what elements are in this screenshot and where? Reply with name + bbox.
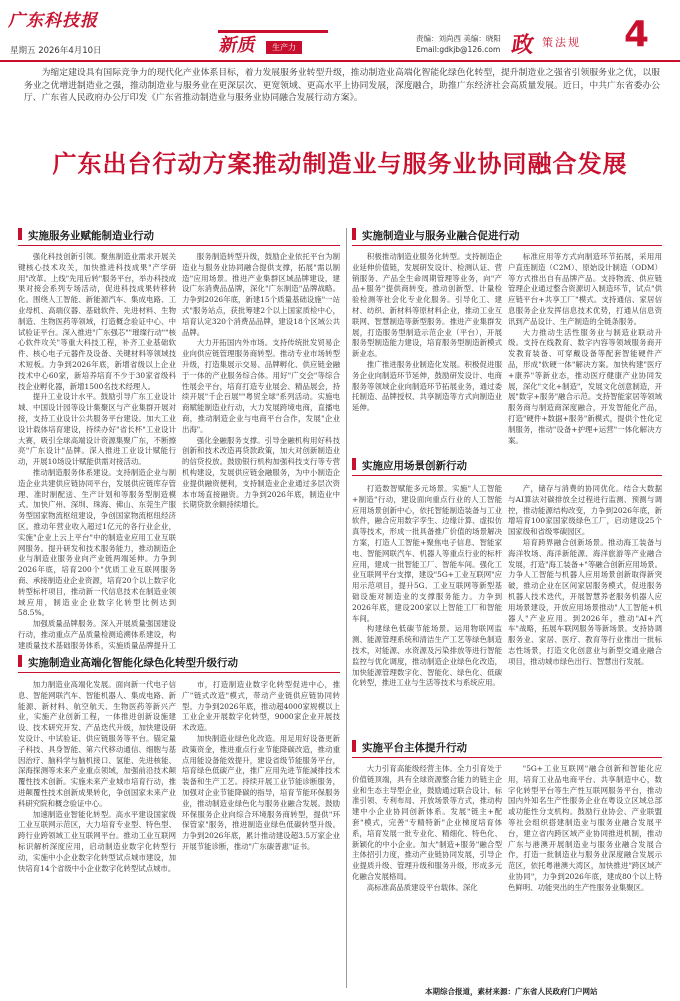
section-left-title: 新质: [217, 35, 258, 56]
paragraph: 构建绿色低碳节能场景。运用物联网监测、能源管理系统和清洁生产工艺等绿色制造技术，对能源、水资源及污染排放等进行智能监控与优化调度，推动制造企业绿色化改造，加快能源管理数字化、智能化、绿色化、低碳化转型，推进工业与生活等技术与系统应用。: [352, 624, 502, 688]
masthead: [0, 0, 680, 62]
section-heading-text: 实施制造业高端化智能化绿色化转型升级行动: [28, 657, 238, 669]
paragraph: 推动制造服务体系建设。支持制造企业与制造企业共建供应链协同平台，发展供应链库存管理、准时制配送、生产计划和等服务型制造模式。加快广州、深圳、珠海、佛山、东莞生产服务型国家物流枢纽建设，争创国家物流枢纽经济区。推动年营业收入超过1亿元的各行业企业，实施"企业上云上平台"中的制造业应用工业互联网服务。提升研发和技术服务能力，推动制造企业与制造业服务业向产业链两端延伸。力争到2026年底，培育200个"优质工业互联网服务商、承接制造业企业资源，培育20个以上数字化转型标杆项目，推动新一代信息技术在制造业领域应用，制造业企业数字化转型比例达到58.5%。: [18, 467, 176, 618]
section-4-column-2: [182, 680, 340, 978]
heading-bar-icon: [18, 228, 22, 240]
section-heading-4: [18, 655, 340, 673]
section-3-column-2: [508, 484, 662, 724]
section-4-column-1: [18, 680, 176, 978]
section-heading-text: 实施服务业赋能制造业行动: [28, 230, 154, 242]
paragraph: 培育跨界融合创新场景。推动海工装备与海洋牧场、海洋新能源、海洋旅游等产业融合发展，打造"海工装备+"等融合创新应用场景。力争人工智能与机器人应用场景创新取得新突破，推动企业在区间家居服务模式，促进服务机器人技术迭代，开展智慧养老服务机器人应用场景建设，开放应用场景推动"人工智能+机器人"产业应用。到2026年，推动"AI+汽车"战略，拓展车联网服务等新场景。支持协调服务业、家居、医疗、教育等行业推出一批标志性场景，打造文化创意业与新型交通业融合项目，推动城市绿色出行、智慧出行发展。: [508, 537, 662, 666]
paragraph: 高标准高品质建设平台载体。深化: [366, 882, 478, 892]
paragraph: 产，储存与消费的协同优化。结合大数据与AI算法对碳排放全过程进行监测、预测与调控，推动能源结构改变，力争到2026年底，新增培育100家国家级绿色工厂，启动建设25个国家级和省级零碳园区。: [508, 484, 662, 537]
column-divider: [346, 228, 347, 988]
paragraph: 大力推动生活性服务业与制造业联动升级。支持在线教育、数字内容等领域服务商开发教育装备、可穿戴设备等配套智能硬件产品，形成"软硬一体"解决方案。加快构建"医疗+康养"等新业态，推动医疗健康产业协同发展，深化"文化+制造"，发展文化创意制造，开展"数字+服务"融合示范。支持智能家居等领域服务商与制造商深度融合，开发智能化产品，打造"硬件+数据+服务"新模式，提供个性化定制服务，推动"设备+护理+运营"一体化解决方案。: [508, 327, 662, 445]
heading-bar-icon: [352, 458, 356, 470]
heading-bar-icon: [352, 740, 356, 752]
paragraph: 标准应用等方式向制造环节拓展，采用用户直连制造（C2M）、原始设计制造（ODM）等方式推出自有品牌产品。支持物流、供应链管理企业通过整合资源切入制造环节，试点"供应链平台+共享工厂"模式。支持通信、家居信息服务企业发挥信息技术优势，打通从信息资讯到产品设计、生产制造的全链条服务。: [508, 252, 662, 326]
section-heading-text: 实施应用场景创新行动: [362, 460, 467, 472]
section-3-column-1: [352, 484, 502, 724]
paragraph: "5G+工业互联网"融合创新和智能化应用，培育工业品电商平台、共享制造中心，数字化转型平台等生产性互联网服务平台，推动国内外知名生产性服务企业在粤设立区域总部或功能性分支机构。鼓励行业协会、产业联盟等社会组织搭建制造业与服务业融合发展平台，建立省内跨区域产业协同推进机制，推动广东与港澳开展制造业与服务业融合发展合作，打造一批制造业与服务业深度融合发展示范区，依托粤港澳大湾区，加快推进"跨区域产业协同"，力争到2026年底，建成80个以上特色鲜明、功能突出的生产性服务业集聚区。: [508, 764, 662, 892]
paragraph: 强化金融服务支撑。引导金融机构用好科技创新和技术改造再贷款政策，加大对创新制造业的信贷投放。鼓励银行机构加强科技支行等专营机构建设，发展供应链金融服务，为中小制造企业提供融资便利，支持制造业企业通过多层次资本市场直接融资。力争到2026年底，制造业中长期贷款余额持续增长。: [182, 435, 340, 510]
paragraph: 大力引育高能级经营主体。全力引育处于价值链顶端，具有全球资源整合能力的链主企业和生态主导型企业，鼓励通过联合设计、标准引领、专利布局、开放场景等方式，推动构建中小企业协同创新体系。发展"链主+配套"模式，完善"专精特新"企业梯度培育体系，培育发展一批专业化、精细化、特色化、新颖化的中小企业。加大"制造+服务"融合型主体招引力度，推动产业链协同发展，引导企业提质升级、管理升级和服务升级，形成多元化融合发展格局。: [352, 764, 502, 881]
heading-bar-icon: [352, 228, 356, 240]
paragraph: 服务制造转型升级，鼓励企业依托平台为制造业与服务业协同融合提供支撑，拓展"需以制造"应用场景。推进产业集群区域品牌建设，建设广东消费品品牌，深化"广东制造"品牌战略。力争到2026年底，新建15个质量基础设施"一站式"服务站点，获批筹建2个以上国家质检中心，培育认定320个消费品品牌，建设18个区域公共品牌。: [182, 252, 340, 337]
paper-logo: 广东科技报: [8, 11, 98, 31]
paragraph: 加力制造业高端化发展。面向新一代电子信息、智能网联汽车、智能机器人、集成电路、新能源、新材料、航空航天、生物医药等新兴产业，实施产业创新工程，一体推进创新设施建设、技术研究开发、产品迭代升级，加快建设研发设计、中试验证、供应链服务等平台。锚定量子科技、具身智能、第六代移动通信、细胞与基因治疗、脑科学与脑机接口、氢能、先进核能、深海探测等未来产业重点领域，加强前沿技术颠覆性技术创新。实施未来产业城市培育行动，推进颠覆性技术创新成果转化，争创国家未来产业科研究院和概念验证中心。: [18, 680, 176, 808]
section-banner-left: [218, 30, 328, 56]
editor-names: 责编：刘尚西 美编：晓阳: [416, 34, 501, 43]
paragraph: 提升工业设计水平。鼓励引导广东工业设计城、中国设计园等设计集聚区与产业集群开展对接，支持工业设计公共服务平台建设。加大工业设计载体培育建设，持续办好"省长杯"工业设计大赛，吸引全球高端设计资源集聚广东，不断擦亮"广东设计"品牌。深入推进工业设计赋能行动，开展10场设计赋能供需对接活动。: [18, 392, 176, 467]
section-1-column-1: [18, 252, 176, 650]
paragraph: 强化科技创新引领。聚焦制造业需求开展关键核心技术攻关，加快推进科技成果"产学研用"改革。上线"先用后转"服务平台，举办科技成果对接会系列专场活动，促进科技成果转移转化。围绕人工智能、新能源汽车、集成电路、工业母机、高端仪器、基础软件、先进材料、生物制造、生物医药等领域，打造概念验证中心、中试验证平台。深入推进"广东强芯""璀璨行动""核心软件攻关"等重大科技工程，补齐工业基础软件、核心电子元器件及设备、关键材料等领域技术短板。力争到2026年底，新增省级以上企业技术中心60家，新培养培育不少于30家省级科技企业孵化器，新增1500名技术经理人。: [18, 252, 176, 391]
editor-email: Email:gdkjb@126.com: [416, 45, 501, 54]
section-5-column-1: [352, 764, 502, 980]
issue-date: 星期五 2026年4月10日: [10, 46, 102, 56]
paragraph: 打造数智赋能多元场景。实施"人工智能+制造"行动，建设面向重点行业的人工智能应用场景创新中心，依托智能制造装备与工业软件，融合应用数字孪生、边缘计算、虚拟仿真等技术，形成一批具备推广价值的场景解决方案，打造人工智能+聚焦电子信息、智能家电、智能网联汽车、机器人等重点行业的标杆应用，建成一批智能工厂、智能车间。强化工业互联网平台支撑，建设"5G+工业互联网"应用示范项目，提升5G、工业互联网等新型基础设施对制造业的支撑服务能力。力争到2026年底，建设200家以上智能工厂和智能车间。: [352, 484, 502, 623]
editor-credits: [416, 33, 501, 55]
section-heading-2: [352, 228, 662, 246]
paragraph: 加快制造业绿色化改造。用足用好设备更新政策资金，推进重点行业节能降碳改造，推动重点用能设备能效提升，建设省级节能服务平台，培育绿色低碳产业，推广应用先进节能减排技术装备和生产工艺。持续开展工业节能诊断服务，加强对企业节能降碳的指导，培育节能环保服务业，推动制造业绿色化与服务业融合发展。鼓励环保服务企业向综合环境服务商转型，提供"环保管家"服务，推进制造业绿色低碳转型升级。力争到2026年底，累计推动建设超3.5万家企业开展节能诊断，推动"广东碳普惠"证书。: [182, 733, 340, 851]
section-1-column-2: [182, 252, 340, 650]
footer-source: 本期综合报道，素材来源：广东省人民政府门户网站: [425, 987, 598, 996]
section-right-title: 政: [509, 33, 536, 58]
section-heading-3: [352, 458, 662, 476]
heading-bar-icon: [18, 655, 22, 667]
section-heading-text: 实施平台主体提升行动: [362, 742, 467, 754]
section-heading-1: [18, 228, 340, 246]
section-2-column-2: [508, 252, 662, 450]
paragraph: 大力开拓国内外市场。支持传统批发贸易企业向供应链管理服务商转型。推动专业市场转型升级，打造集展示交易、品牌孵化、供应链金融于一体的产业服务综合体。用好"广交会"等综合性展会平台，培育打造专业展会、精品展会，持续开展"千企百展""粤贸全球"系列活动。实施电商赋能制造业行动，大力发展跨境电商，直播电商，推动制造企业与电商平台合作，发展"企业出海"。: [182, 338, 340, 434]
section-left-tag: 生产力: [266, 41, 302, 54]
lead-paragraph: 为缩定建设具有国际竞争力的现代化产业体系目标，着力发展服务业转型升级，推动制造业高端化智能化绿色化转型，提升制造业之强省引领服务业之优，以服务业之优增进制造业之强，推动制造业与服务业在更深层次、更宽领域、更高水平上协同发展，深度融合，助推广东经济社会高质量发展。近日，中共广东省委办公厅、广东省人民政府办公厅印发《广东省推动制造业与服务业协同融合发展行动方案》。: [24, 68, 660, 103]
section-right-subtitle: 策法规: [542, 36, 581, 49]
page-number: 4: [624, 14, 650, 55]
page-headline: 广东出台行动方案推动制造业与服务业协同融合发展: [52, 150, 628, 178]
masthead-rule: [0, 60, 680, 62]
section-banner-right: [509, 28, 632, 58]
section-5-column-2: [508, 764, 662, 980]
section-heading-5: [352, 740, 662, 758]
paragraph: 推广推进服务业制造化发展。积极促进服务企业向制造环节延伸，鼓励研发设计、电商服务等领域企业向制造环节拓展业务，通过委托制造、品牌授权、共享制造等方式向制造业延伸。: [352, 359, 502, 413]
paragraph: 加强质量品牌服务。深入开展质量强国建设行动，推动重点产品质量检测追溯体系建设，构建质量技术基础服务体系，实施质量品牌提升工: [18, 619, 176, 650]
section-2-column-1: [352, 252, 502, 450]
paragraph: 积极推动制造业服务化转型。支持制造企业延伸价值链，发展研发设计、检测认证、营销服务、产品全生命周期管理等业务，向"产品+服务"提供商转变。推动创新型、计量检验检测等社会化专业化服务。引导化工、建材、纺织、新材料等原材料企业，推动工业互联网、智慧制造等新型服务。推进产业集群发展，打造服务型制造示范企业（平台），开展服务型制造能力建设，培育服务型制造新模式新业态。: [352, 252, 502, 359]
section-heading-text: 实施制造业与服务业融合促进行动: [362, 230, 520, 242]
paragraph: 加速制造业智能化转型。高水平建设国家级工业互联网示范区，大力培育专业型、特色型、跨行业跨领域工业互联网平台。推动工业互联网标识解析深度应用，启动制造业数字化转型行动，实施中小企业数字化转型试点城市建设，加快培育14个省级中小企业数字化转型试点城市。: [18, 809, 176, 873]
paragraph: 市，打造制造业数字化转型促进中心，推广"链式改造"模式，带动产业链供应链协同转型。力争到2026年底，推动超4000家规模以上工业企业开展数字化转型，9000家企业开展技术改造。: [182, 680, 340, 733]
